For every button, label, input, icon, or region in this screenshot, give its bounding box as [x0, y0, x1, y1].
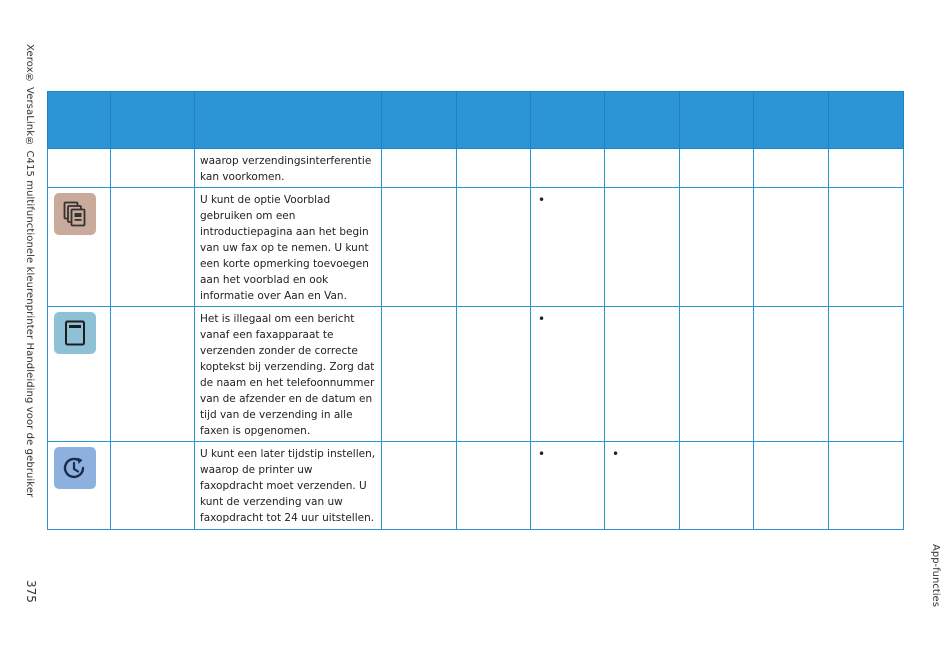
- header-cell: [48, 92, 111, 149]
- description-cell: U kunt de optie Voorblad gebruiken om een introductiepagina aan het begin van uw fax op te nemen. U kunt een korte opmerking toevoegen aan het voorblad en ook informatie over Aan en Van.: [195, 188, 382, 307]
- icon-cell: [48, 188, 111, 307]
- mark-cell: [382, 149, 457, 188]
- header-cell: [680, 92, 754, 149]
- page-number: 375: [24, 580, 38, 603]
- mark-cell: [382, 307, 457, 442]
- empty-cell: [111, 442, 195, 530]
- table-row: [48, 442, 904, 530]
- mark-cell: [382, 188, 457, 307]
- table-header-row: [48, 92, 904, 149]
- icon-cell: [48, 307, 111, 442]
- table-row: [48, 307, 904, 442]
- header-cell: [382, 92, 457, 149]
- table-row: [48, 188, 904, 307]
- mark-cell: •: [531, 442, 605, 530]
- header-cell: [531, 92, 605, 149]
- mark-cell: [680, 149, 754, 188]
- empty-cell: [111, 188, 195, 307]
- mark-cell: [754, 149, 829, 188]
- header-cell: [605, 92, 680, 149]
- section-label: App-functies: [930, 544, 941, 607]
- header-cell: [195, 92, 382, 149]
- empty-cell: [111, 149, 195, 188]
- mark-cell: [605, 188, 680, 307]
- mark-cell: •: [531, 188, 605, 307]
- mark-cell: [829, 307, 904, 442]
- delay-send-icon: [54, 447, 96, 489]
- mark-cell: [680, 307, 754, 442]
- description-cell: Het is illegaal om een bericht vanaf een faxapparaat te verzenden zonder de correcte koptekst bij verzending. Zorg dat de naam en het telefoonnummer van de afzender en de datum en tijd van de verzending in alle faxen is opgenomen.: [195, 307, 382, 442]
- mark-cell: [754, 442, 829, 530]
- mark-cell: [382, 442, 457, 530]
- icon-cell: [48, 149, 111, 188]
- cover-page-icon: [54, 193, 96, 235]
- mark-cell: [829, 442, 904, 530]
- mark-cell: [754, 188, 829, 307]
- mark-cell: [457, 442, 531, 530]
- header-cell: [111, 92, 195, 149]
- feature-table: [47, 91, 904, 530]
- mark-cell: [829, 188, 904, 307]
- header-cell: [457, 92, 531, 149]
- mark-cell: [605, 307, 680, 442]
- header-cell: [754, 92, 829, 149]
- header-text-icon: [54, 312, 96, 354]
- description-cell: U kunt een later tijdstip instellen, waarop de printer uw faxopdracht moet verzenden. U kunt de verzending van uw faxopdracht tot 24 uur uitstellen.: [195, 442, 382, 530]
- running-header: Xerox® VersaLink® C415 multifunctionele kleurenprinter Handleiding voor de gebruiker: [24, 44, 35, 498]
- header-cell: [829, 92, 904, 149]
- mark-cell: [754, 307, 829, 442]
- table-row: [48, 149, 904, 188]
- mark-cell: [680, 442, 754, 530]
- mark-cell: [531, 149, 605, 188]
- icon-cell: [48, 442, 111, 530]
- mark-cell: [457, 149, 531, 188]
- empty-cell: [111, 307, 195, 442]
- mark-cell: [680, 188, 754, 307]
- mark-cell: [605, 149, 680, 188]
- mark-cell: [829, 149, 904, 188]
- mark-cell: [457, 188, 531, 307]
- description-cell: waarop verzendingsinterferentie kan voorkomen.: [195, 149, 382, 188]
- mark-cell: [457, 307, 531, 442]
- mark-cell: •: [531, 307, 605, 442]
- mark-cell: •: [605, 442, 680, 530]
